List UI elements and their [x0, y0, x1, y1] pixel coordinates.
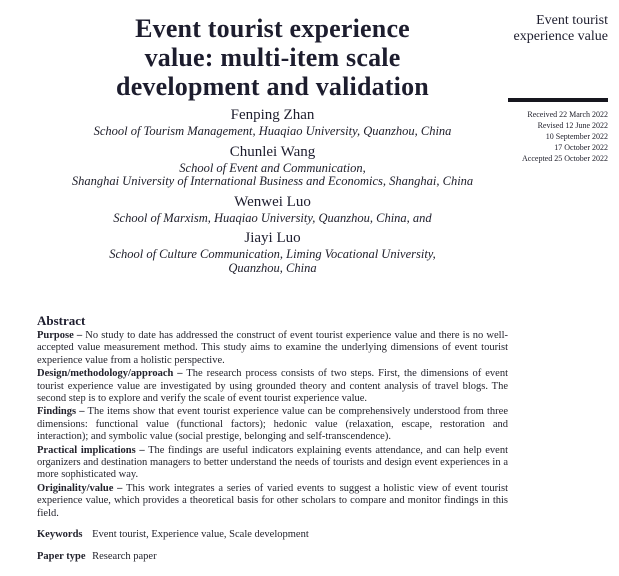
- abstract-heading: Abstract: [37, 313, 86, 328]
- author-list: [37, 106, 508, 275]
- abstract-purpose: [37, 330, 508, 367]
- abstract-originality: [37, 483, 508, 520]
- paper-type-line: [37, 551, 508, 563]
- article-title: [37, 14, 508, 101]
- author-name: Jiayi Luo: [244, 230, 301, 246]
- article-title-line: development and validation: [116, 72, 429, 101]
- abstract-purpose-label: Purpose –: [37, 330, 83, 341]
- abstract-practical-implications-label: Practical implications –: [37, 444, 145, 456]
- author-name: Fenping Zhan: [230, 107, 315, 123]
- paper-type-label: Paper type: [37, 550, 86, 562]
- author-block: [37, 229, 508, 275]
- abstract-practical-implications: [37, 445, 508, 482]
- author-name: Wenwei Luo: [234, 193, 311, 210]
- abstract-practical-implications-text: The findings are useful indicators explaining events attendance, and can help event organizers and destination managers to better understand the needs of tourists and design event experiences in a more sophisticated way.: [37, 444, 508, 481]
- history-line: Accepted 25 October 2022: [522, 154, 608, 163]
- history-line: Revised 12 June 2022: [537, 121, 608, 130]
- author-affiliation: Quanzhou, China: [228, 260, 317, 275]
- author-block: [37, 193, 508, 226]
- keywords-label: Keywords: [37, 529, 83, 541]
- abstract-design-label: Design/methodology/approach –: [37, 368, 183, 380]
- author-block: [37, 143, 508, 189]
- article-title-line: value: multi-item scale: [144, 43, 401, 72]
- history-line: Received 22 March 2022: [527, 110, 608, 119]
- paper-type-text: Research paper: [92, 550, 157, 562]
- abstract-originality-label: Originality/value –: [37, 482, 123, 494]
- abstract-design-text: The research process consists of two steps. First, the dimensions of event tourist experience value are investigated by using grounded theory and content analysis of travel blogs. The second step is to explore and verify the scale of event tourist experience value.: [37, 368, 508, 405]
- abstract-originality-text: This work integrates a series of varied events to suggest a holistic view of event tourist experience value, which provides a theoretical basis for other scholars to compare and monitor findings in this field.: [37, 482, 508, 519]
- author-name: Chunlei Wang: [229, 143, 316, 160]
- sidebar-divider-rule: [508, 98, 608, 102]
- author-affiliation: Shanghai University of International Business and Economics, Shanghai, China: [71, 174, 474, 188]
- keywords-text: Event tourist, Experience value, Scale development: [92, 529, 309, 541]
- keywords-line: [37, 529, 508, 541]
- abstract-findings-text: The items show that event tourist experience value can be comprehensively understood from three dimensions: functional value (functional factors); hedonic value (relaxation, escape, restoration and interaction); and symbolic value (social prestige, belonging and self-transcendence).: [37, 406, 508, 443]
- author-affiliation: School of Tourism Management, Huaqiao University, Quanzhou, China: [93, 124, 452, 138]
- article-title-line: Event tourist experience: [135, 14, 410, 43]
- history-line: 17 October 2022: [554, 143, 608, 152]
- abstract-section: [37, 313, 508, 563]
- author-affiliation: School of Culture Communication, Liming Vocational University,: [109, 247, 436, 261]
- abstract-design: [37, 368, 508, 405]
- author-block: [37, 106, 508, 139]
- author-affiliation: School of Event and Communication,: [179, 160, 366, 175]
- abstract-purpose-text: No study to date has addressed the construct of event tourist experience value and there is no well-accepted value measurement method. This study aims to examine the underlying dimensions of event tourist experience value from a holistic perspective.: [37, 330, 509, 366]
- author-affiliation: School of Marxism, Huaqiao University, Quanzhou, China, and: [113, 210, 432, 225]
- journal-sidebar: [508, 0, 608, 164]
- abstract-findings-label: Findings –: [37, 406, 85, 418]
- history-line: 10 September 2022: [545, 132, 608, 141]
- main-column: [37, 0, 508, 563]
- article-history: [508, 109, 608, 164]
- abstract-findings: [37, 406, 508, 443]
- running-head: Event tourist experience value: [513, 13, 608, 44]
